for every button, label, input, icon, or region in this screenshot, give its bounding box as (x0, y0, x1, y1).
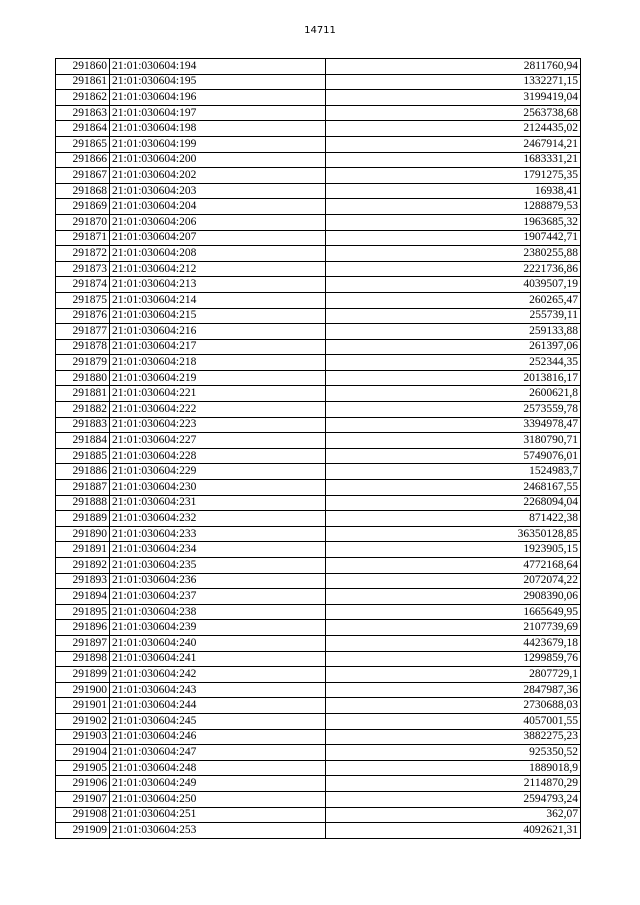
table-row (56, 59, 581, 75)
row-number-cell: 291873 (56, 261, 110, 277)
table-row (56, 558, 581, 574)
row-number-cell: 291872 (56, 246, 110, 262)
table-row (56, 667, 581, 683)
row-number-cell: 291908 (56, 807, 110, 823)
row-number-cell: 291871 (56, 230, 110, 246)
table-row (56, 760, 581, 776)
cadastral-number-cell: 21:01:030604:233 (110, 526, 326, 542)
cadastral-number-cell: 21:01:030604:202 (110, 168, 326, 184)
cadastral-value-cell: 3882275,23 (326, 729, 581, 745)
cadastral-value-cell: 4057001,55 (326, 713, 581, 729)
row-number-cell: 291883 (56, 417, 110, 433)
cadastral-value-cell: 36350128,85 (326, 526, 581, 542)
row-number-cell: 291870 (56, 214, 110, 230)
row-number-cell: 291901 (56, 698, 110, 714)
cadastral-value-cell: 16938,41 (326, 183, 581, 199)
table-row (56, 74, 581, 90)
table-row (56, 121, 581, 137)
row-number-cell: 291865 (56, 136, 110, 152)
cadastral-value-cell: 2811760,94 (326, 59, 581, 75)
cadastral-number-cell: 21:01:030604:206 (110, 214, 326, 230)
cadastral-value-cell: 261397,06 (326, 339, 581, 355)
row-number-cell: 291869 (56, 199, 110, 215)
cadastral-value-cell: 1923905,15 (326, 542, 581, 558)
row-number-cell: 291862 (56, 90, 110, 106)
cadastral-value-cell: 5749076,01 (326, 448, 581, 464)
row-number-cell: 291861 (56, 74, 110, 90)
cadastral-number-cell: 21:01:030604:229 (110, 464, 326, 480)
row-number-cell: 291881 (56, 386, 110, 402)
cadastral-number-cell: 21:01:030604:217 (110, 339, 326, 355)
table-row (56, 573, 581, 589)
cadastral-number-cell: 21:01:030604:253 (110, 823, 326, 839)
cadastral-value-cell: 2563738,68 (326, 105, 581, 121)
row-number-cell: 291905 (56, 760, 110, 776)
cadastral-value-cell: 252344,35 (326, 355, 581, 371)
row-number-cell: 291902 (56, 713, 110, 729)
row-number-cell: 291879 (56, 355, 110, 371)
cadastral-value-cell: 2594793,24 (326, 791, 581, 807)
cadastral-value-cell: 1683331,21 (326, 152, 581, 168)
table-body (56, 59, 581, 839)
cadastral-value-cell: 259133,88 (326, 324, 581, 340)
row-number-cell: 291878 (56, 339, 110, 355)
cadastral-value-cell: 2268094,04 (326, 495, 581, 511)
cadastral-value-cell: 260265,47 (326, 292, 581, 308)
cadastral-value-cell: 2107739,69 (326, 620, 581, 636)
row-number-cell: 291868 (56, 183, 110, 199)
row-number-cell: 291885 (56, 448, 110, 464)
cadastral-number-cell: 21:01:030604:200 (110, 152, 326, 168)
table-row (56, 433, 581, 449)
cadastral-value-cell: 4772168,64 (326, 558, 581, 574)
table-row (56, 729, 581, 745)
table-row (56, 698, 581, 714)
cadastral-number-cell: 21:01:030604:228 (110, 448, 326, 464)
table-row (56, 776, 581, 792)
table-row (56, 324, 581, 340)
cadastral-number-cell: 21:01:030604:197 (110, 105, 326, 121)
row-number-cell: 291864 (56, 121, 110, 137)
cadastral-value-cell: 2380255,88 (326, 246, 581, 262)
cadastral-number-cell: 21:01:030604:249 (110, 776, 326, 792)
row-number-cell: 291894 (56, 589, 110, 605)
cadastral-value-cell: 2114870,29 (326, 776, 581, 792)
cadastral-value-cell: 2908390,06 (326, 589, 581, 605)
cadastral-number-cell: 21:01:030604:241 (110, 651, 326, 667)
cadastral-number-cell: 21:01:030604:243 (110, 682, 326, 698)
cadastral-value-cell: 925350,52 (326, 745, 581, 761)
cadastral-number-cell: 21:01:030604:240 (110, 635, 326, 651)
cadastral-number-cell: 21:01:030604:216 (110, 324, 326, 340)
cadastral-number-cell: 21:01:030604:235 (110, 558, 326, 574)
row-number-cell: 291896 (56, 620, 110, 636)
table-row (56, 214, 581, 230)
cadastral-value-cell: 1907442,71 (326, 230, 581, 246)
row-number-cell: 291892 (56, 558, 110, 574)
cadastral-number-cell: 21:01:030604:246 (110, 729, 326, 745)
row-number-cell: 291900 (56, 682, 110, 698)
cadastral-number-cell: 21:01:030604:237 (110, 589, 326, 605)
row-number-cell: 291877 (56, 324, 110, 340)
table-row (56, 246, 581, 262)
table-row (56, 682, 581, 698)
cadastral-number-cell: 21:01:030604:212 (110, 261, 326, 277)
cadastral-number-cell: 21:01:030604:203 (110, 183, 326, 199)
cadastral-number-cell: 21:01:030604:231 (110, 495, 326, 511)
row-number-cell: 291895 (56, 604, 110, 620)
cadastral-number-cell: 21:01:030604:227 (110, 433, 326, 449)
cadastral-value-cell: 2730688,03 (326, 698, 581, 714)
cadastral-number-cell: 21:01:030604:215 (110, 308, 326, 324)
cadastral-value-cell: 4423679,18 (326, 635, 581, 651)
row-number-cell: 291898 (56, 651, 110, 667)
cadastral-value-cell: 4039507,19 (326, 277, 581, 293)
table-row (56, 370, 581, 386)
cadastral-value-cell: 2600621,8 (326, 386, 581, 402)
cadastral-value-cell: 2072074,22 (326, 573, 581, 589)
table-row (56, 417, 581, 433)
table-row (56, 230, 581, 246)
cadastral-value-cell: 2013816,17 (326, 370, 581, 386)
row-number-cell: 291876 (56, 308, 110, 324)
table-row (56, 464, 581, 480)
table-row (56, 261, 581, 277)
row-number-cell: 291907 (56, 791, 110, 807)
row-number-cell: 291860 (56, 59, 110, 75)
cadastral-number-cell: 21:01:030604:196 (110, 90, 326, 106)
table-row (56, 823, 581, 839)
cadastral-value-cell: 2124435,02 (326, 121, 581, 137)
table-row (56, 308, 581, 324)
row-number-cell: 291897 (56, 635, 110, 651)
table-row (56, 807, 581, 823)
row-number-cell: 291890 (56, 526, 110, 542)
cadastral-number-cell: 21:01:030604:204 (110, 199, 326, 215)
table-row (56, 90, 581, 106)
table-row (56, 480, 581, 496)
cadastral-value-cell: 1791275,35 (326, 168, 581, 184)
cadastral-number-cell: 21:01:030604:213 (110, 277, 326, 293)
cadastral-value-cell: 3394978,47 (326, 417, 581, 433)
table-row (56, 168, 581, 184)
cadastral-value-cell: 1665649,95 (326, 604, 581, 620)
cadastral-value-cell: 1963685,32 (326, 214, 581, 230)
table-row (56, 791, 581, 807)
cadastral-number-cell: 21:01:030604:199 (110, 136, 326, 152)
cadastral-number-cell: 21:01:030604:198 (110, 121, 326, 137)
row-number-cell: 291875 (56, 292, 110, 308)
cadastral-number-cell: 21:01:030604:232 (110, 511, 326, 527)
row-number-cell: 291889 (56, 511, 110, 527)
cadastral-number-cell: 21:01:030604:247 (110, 745, 326, 761)
cadastral-number-cell: 21:01:030604:218 (110, 355, 326, 371)
cadastral-number-cell: 21:01:030604:244 (110, 698, 326, 714)
table-row (56, 604, 581, 620)
cadastral-number-cell: 21:01:030604:195 (110, 74, 326, 90)
table-row (56, 448, 581, 464)
row-number-cell: 291891 (56, 542, 110, 558)
row-number-cell: 291893 (56, 573, 110, 589)
row-number-cell: 291909 (56, 823, 110, 839)
cadastral-value-cell: 2468167,55 (326, 480, 581, 496)
table-row (56, 635, 581, 651)
cadastral-value-cell: 2467914,21 (326, 136, 581, 152)
cadastral-number-cell: 21:01:030604:250 (110, 791, 326, 807)
table-row (56, 386, 581, 402)
row-number-cell: 291884 (56, 433, 110, 449)
row-number-cell: 291888 (56, 495, 110, 511)
table-row (56, 713, 581, 729)
page-number: 14711 (304, 25, 336, 36)
table-row (56, 620, 581, 636)
table-row (56, 136, 581, 152)
row-number-cell: 291899 (56, 667, 110, 683)
cadastral-number-cell: 21:01:030604:223 (110, 417, 326, 433)
cadastral-number-cell: 21:01:030604:238 (110, 604, 326, 620)
table-row (56, 277, 581, 293)
table-row (56, 183, 581, 199)
cadastral-number-cell: 21:01:030604:207 (110, 230, 326, 246)
row-number-cell: 291866 (56, 152, 110, 168)
row-number-cell: 291882 (56, 402, 110, 418)
table-row (56, 292, 581, 308)
cadastral-value-cell: 1332271,15 (326, 74, 581, 90)
cadastral-value-cell: 1524983,7 (326, 464, 581, 480)
table-row (56, 402, 581, 418)
table-row (56, 152, 581, 168)
cadastral-number-cell: 21:01:030604:234 (110, 542, 326, 558)
cadastral-value-cell: 2847987,36 (326, 682, 581, 698)
cadastral-number-cell: 21:01:030604:239 (110, 620, 326, 636)
row-number-cell: 291874 (56, 277, 110, 293)
table-row (56, 542, 581, 558)
cadastral-number-cell: 21:01:030604:248 (110, 760, 326, 776)
cadastral-number-cell: 21:01:030604:242 (110, 667, 326, 683)
cadastral-value-cell: 2807729,1 (326, 667, 581, 683)
cadastral-number-cell: 21:01:030604:214 (110, 292, 326, 308)
cadastral-number-cell: 21:01:030604:221 (110, 386, 326, 402)
row-number-cell: 291903 (56, 729, 110, 745)
row-number-cell: 291880 (56, 370, 110, 386)
cadastral-value-cell: 3199419,04 (326, 90, 581, 106)
row-number-cell: 291906 (56, 776, 110, 792)
table-row (56, 589, 581, 605)
cadastral-value-table (55, 58, 581, 839)
table-row (56, 339, 581, 355)
cadastral-number-cell: 21:01:030604:251 (110, 807, 326, 823)
table-row (56, 105, 581, 121)
cadastral-value-cell: 255739,11 (326, 308, 581, 324)
table-row (56, 511, 581, 527)
cadastral-value-cell: 2573559,78 (326, 402, 581, 418)
cadastral-number-cell: 21:01:030604:208 (110, 246, 326, 262)
table-row (56, 199, 581, 215)
table-row (56, 495, 581, 511)
table-row (56, 745, 581, 761)
cadastral-value-cell: 4092621,31 (326, 823, 581, 839)
cadastral-value-cell: 871422,38 (326, 511, 581, 527)
cadastral-value-cell: 1288879,53 (326, 199, 581, 215)
row-number-cell: 291887 (56, 480, 110, 496)
cadastral-value-cell: 2221736,86 (326, 261, 581, 277)
cadastral-value-cell: 1299859,76 (326, 651, 581, 667)
row-number-cell: 291886 (56, 464, 110, 480)
row-number-cell: 291863 (56, 105, 110, 121)
table-row (56, 355, 581, 371)
row-number-cell: 291867 (56, 168, 110, 184)
table-row (56, 526, 581, 542)
cadastral-number-cell: 21:01:030604:219 (110, 370, 326, 386)
table-row (56, 651, 581, 667)
cadastral-value-cell: 3180790,71 (326, 433, 581, 449)
cadastral-number-cell: 21:01:030604:230 (110, 480, 326, 496)
cadastral-value-cell: 362,07 (326, 807, 581, 823)
cadastral-number-cell: 21:01:030604:236 (110, 573, 326, 589)
cadastral-number-cell: 21:01:030604:194 (110, 59, 326, 75)
cadastral-number-cell: 21:01:030604:222 (110, 402, 326, 418)
cadastral-value-cell: 1889018,9 (326, 760, 581, 776)
row-number-cell: 291904 (56, 745, 110, 761)
cadastral-number-cell: 21:01:030604:245 (110, 713, 326, 729)
